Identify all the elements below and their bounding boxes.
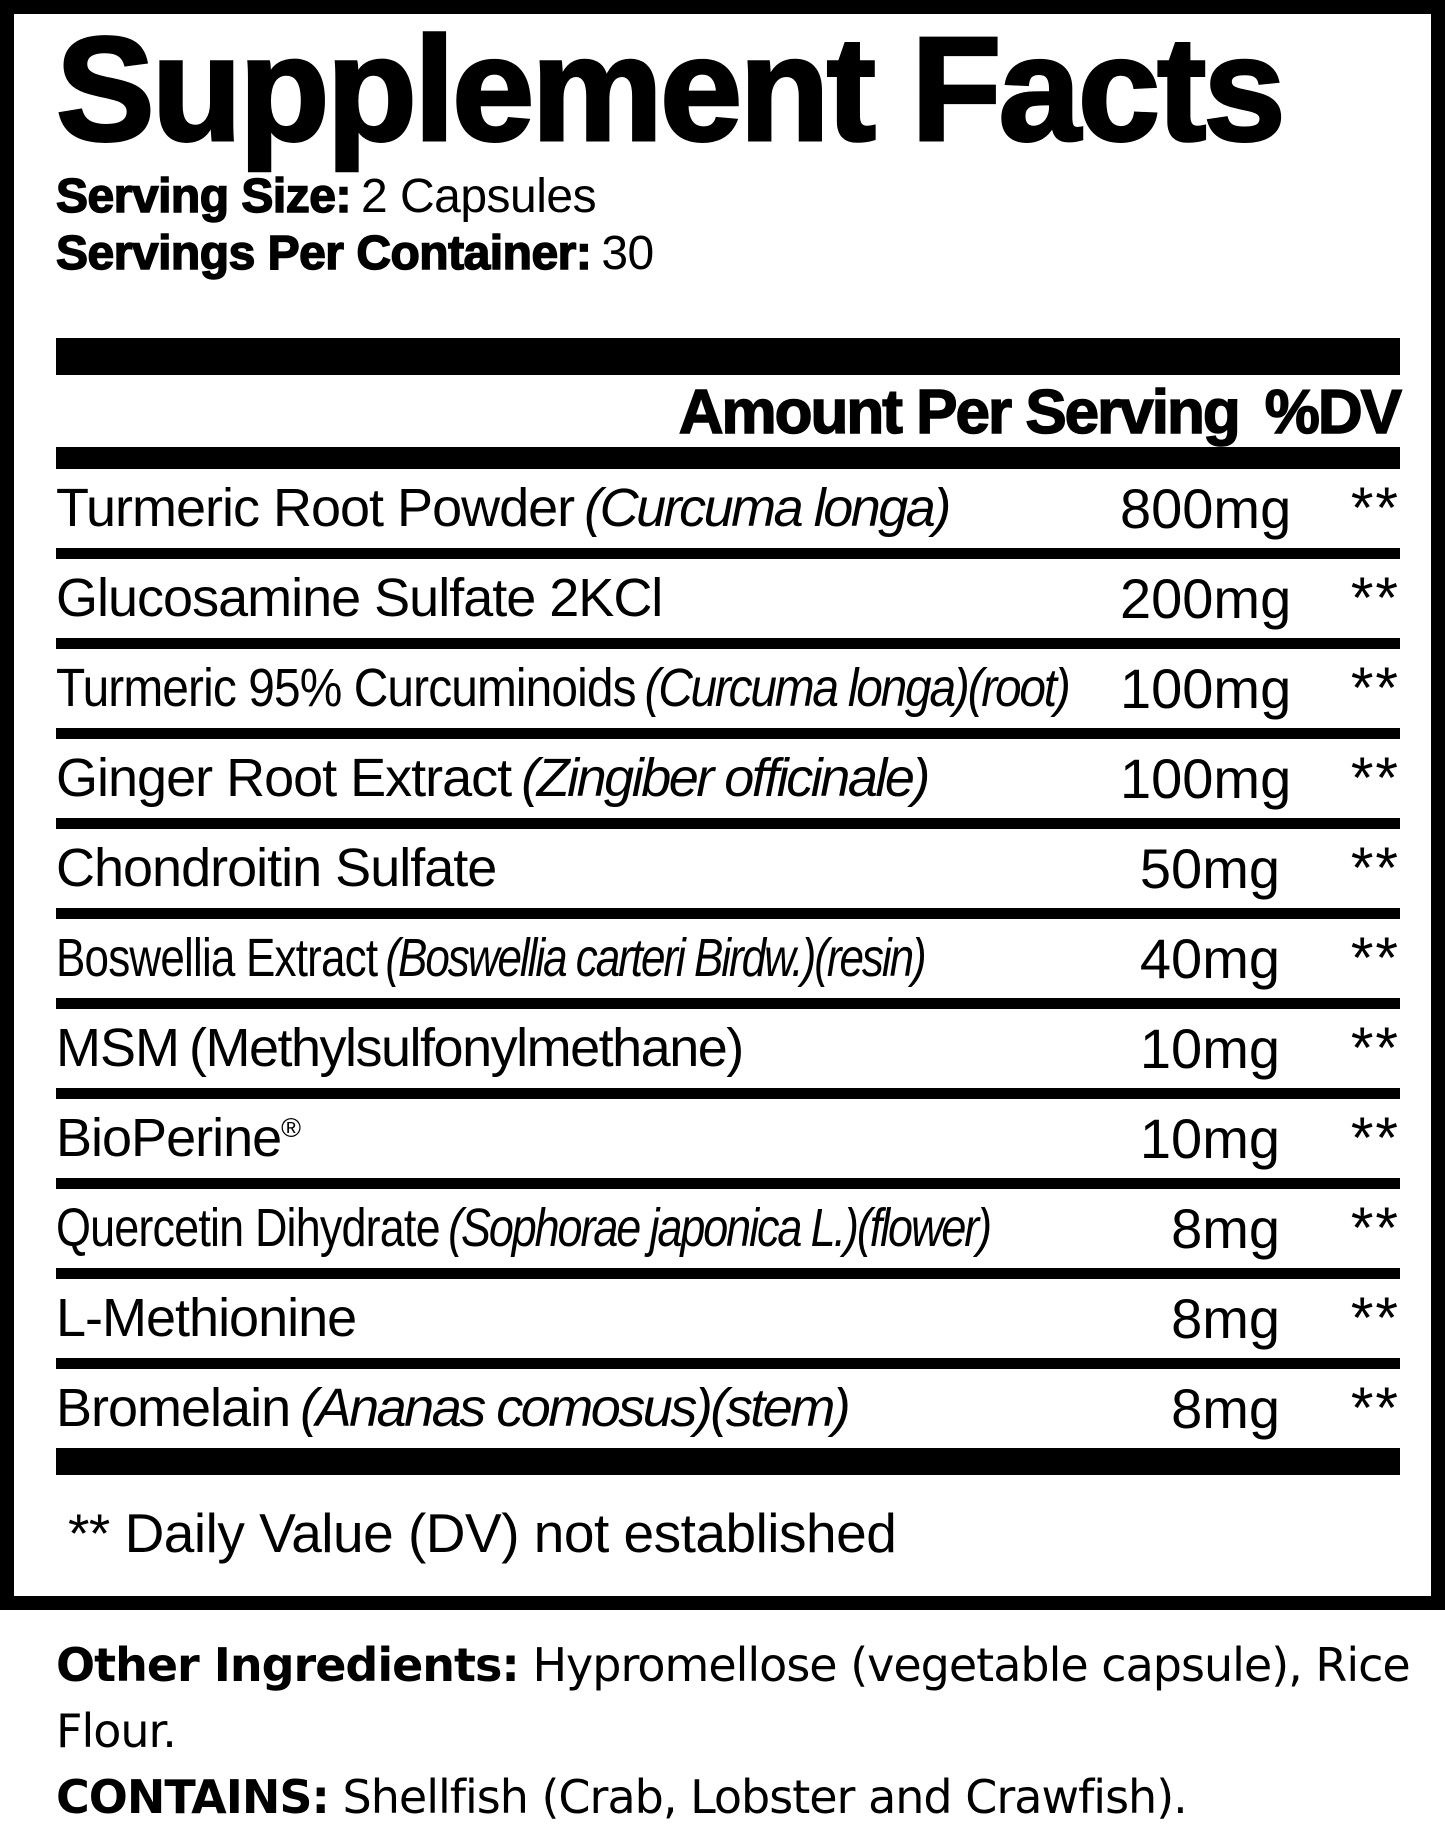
ingredient-amount: 100mg — [1120, 657, 1292, 720]
ingredient-name-cell — [56, 1020, 1120, 1077]
serving-size-value: 2 Capsules — [360, 170, 597, 223]
ingredient-name: BioPerine — [56, 1108, 282, 1169]
ingredient-amount: 200mg — [1120, 567, 1292, 630]
ingredient-amount: 40mg — [1139, 927, 1280, 990]
other-ingredients-section — [0, 1610, 1445, 1830]
ingredient-name-cell — [56, 840, 1120, 897]
ingredient-name: L-Methionine — [56, 1288, 357, 1349]
ingredient-row — [56, 998, 1400, 1088]
table-header-row — [56, 375, 1400, 447]
ingredient-dv: ** — [1350, 1286, 1400, 1351]
ingredient-dv: ** — [1350, 476, 1400, 541]
ingredient-amount: 8mg — [1171, 1287, 1280, 1350]
ingredient-name: Quercetin Dihydrate — [56, 1198, 440, 1259]
contains-label: CONTAINS: — [56, 1770, 329, 1824]
ingredient-row — [56, 818, 1400, 908]
ingredient-rows — [56, 469, 1400, 1448]
ingredient-dv: ** — [1350, 1196, 1400, 1261]
servings-per-container-line — [56, 225, 1400, 282]
ingredient-amount: 8mg — [1171, 1377, 1280, 1440]
ingredient-row — [56, 1088, 1400, 1178]
ingredient-row — [56, 548, 1400, 638]
other-ingredients-text: Hypromellose (vegetable capsule), Rice Flour. — [56, 1638, 1410, 1758]
ingredient-name: Bromelain — [56, 1378, 291, 1439]
medium-divider — [56, 447, 1400, 469]
ingredient-name-cell — [56, 570, 1120, 627]
ingredient-name-cell — [56, 930, 1120, 987]
ingredient-row — [56, 908, 1400, 998]
ingredient-name: Chondroitin Sulfate — [56, 838, 497, 899]
ingredient-dv: ** — [1350, 836, 1400, 901]
ingredient-amount: 50mg — [1139, 837, 1280, 900]
ingredient-latin-name: (Curcuma longa) — [584, 478, 949, 539]
thick-divider-bottom — [56, 1448, 1400, 1475]
ingredient-name: Turmeric Root Powder — [56, 478, 575, 539]
ingredient-dv: ** — [1350, 746, 1400, 811]
servings-per-container-label: Servings Per Container: — [56, 227, 592, 280]
ingredient-name: Ginger Root Extract — [56, 748, 512, 809]
ingredient-dv: ** — [1350, 1016, 1400, 1081]
ingredient-dv: ** — [1350, 926, 1400, 991]
ingredient-name-cell — [56, 480, 1120, 537]
ingredient-amount: 10mg — [1139, 1017, 1280, 1080]
ingredient-latin-name: (Sophorae japonica L.)(flower) — [448, 1198, 991, 1259]
ingredient-dv: ** — [1350, 566, 1400, 631]
serving-info — [56, 168, 1400, 282]
ingredient-name-cell — [56, 1380, 1120, 1437]
ingredient-amount: 100mg — [1120, 747, 1292, 810]
ingredient-row — [56, 1268, 1400, 1358]
ingredient-name: Glucosamine Sulfate 2KCl — [56, 568, 663, 629]
ingredient-name: MSM — [56, 1018, 179, 1079]
ingredient-name-cell — [56, 1290, 1120, 1347]
ingredient-latin-name: (Curcuma longa)(root) — [644, 658, 1069, 719]
serving-size-line — [56, 168, 1400, 225]
serving-size-label: Serving Size: — [56, 170, 351, 223]
ingredient-parenthetical: (Methylsulfonylmethane) — [188, 1018, 743, 1079]
ingredient-row — [56, 728, 1400, 818]
contains-paragraph — [56, 1764, 1435, 1830]
ingredient-amount: 10mg — [1139, 1107, 1280, 1170]
registered-trademark-mark: ® — [281, 1113, 302, 1144]
ingredient-dv: ** — [1350, 1106, 1400, 1171]
ingredient-name-cell — [56, 1200, 1120, 1257]
ingredient-row — [56, 1178, 1400, 1268]
ingredient-name-cell — [56, 660, 1120, 717]
ingredient-latin-name: (Ananas comosus)(stem) — [300, 1378, 849, 1439]
thick-divider-top — [56, 338, 1400, 375]
ingredient-latin-name: (Boswellia carteri Birdw.)(resin) — [385, 928, 925, 989]
other-ingredients-paragraph — [56, 1632, 1435, 1764]
other-ingredients-label: Other Ingredients: — [56, 1638, 519, 1692]
contains-text: Shellfish (Crab, Lobster and Crawfish). — [342, 1770, 1187, 1824]
ingredient-amount: 800mg — [1120, 477, 1292, 540]
ingredient-row — [56, 469, 1400, 548]
ingredient-name-cell — [56, 1110, 1120, 1167]
amount-per-serving-header: Amount Per Serving — [678, 378, 1239, 447]
ingredient-name-cell — [56, 750, 1120, 807]
ingredient-name: Boswellia Extract — [56, 928, 378, 989]
ingredient-amount: 8mg — [1171, 1197, 1280, 1260]
dv-column-header: %DV — [1264, 378, 1400, 447]
ingredient-dv: ** — [1350, 1376, 1400, 1441]
supplement-facts-title: Supplement Facts — [56, 7, 1283, 172]
dv-footnote: ** Daily Value (DV) not established — [68, 1502, 897, 1564]
ingredient-dv: ** — [1350, 656, 1400, 721]
ingredient-row — [56, 1358, 1400, 1448]
ingredient-name: Turmeric 95% Curcuminoids — [56, 658, 636, 719]
ingredient-row — [56, 638, 1400, 728]
ingredient-latin-name: (Zingiber officinale) — [521, 748, 928, 809]
servings-per-container-value: 30 — [601, 227, 654, 280]
